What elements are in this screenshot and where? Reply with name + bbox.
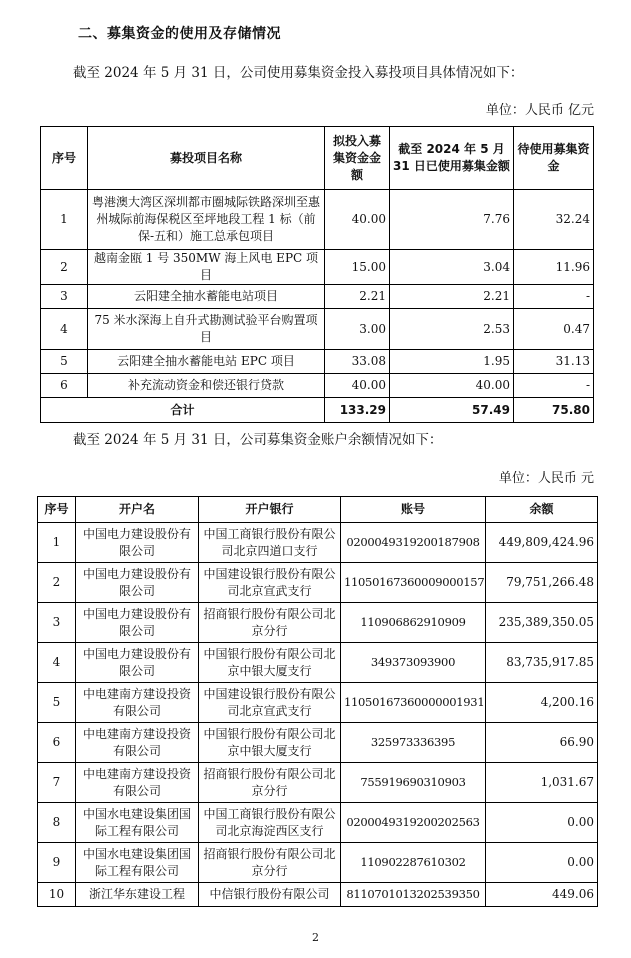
section-title: 二、募集资金的使用及存储情况	[78, 26, 281, 42]
cell-balance: 1,031.67	[486, 763, 598, 803]
unit-label-accounts: 单位：人民币 元	[498, 471, 594, 486]
total-row	[41, 398, 594, 423]
cell-index: 5	[38, 683, 76, 723]
cell-index: 6	[38, 723, 76, 763]
header-account-holder: 开户名	[76, 497, 199, 523]
table-row	[38, 683, 598, 723]
cell-used: 7.76	[390, 190, 514, 250]
cell-bank: 中国银行股份有限公司北京中银大厦支行	[199, 723, 341, 763]
cell-planned: 2.21	[325, 285, 390, 309]
cell-index: 1	[41, 190, 88, 250]
header-index: 序号	[38, 497, 76, 523]
cell-account-number: 8110701013202539350	[341, 883, 486, 907]
cell-planned: 40.00	[325, 190, 390, 250]
header-balance: 余额	[486, 497, 598, 523]
cell-index: 4	[41, 309, 88, 350]
cell-account-number: 110906862910909	[341, 603, 486, 643]
table-header-row	[41, 127, 594, 190]
cell-remaining: -	[514, 285, 594, 309]
cell-used: 40.00	[390, 374, 514, 398]
cell-project-name: 云阳建全抽水蓄能电站 EPC 项目	[88, 350, 325, 374]
header-remaining-amount: 待使用募集资金	[514, 127, 594, 190]
cell-project-name: 云阳建全抽水蓄能电站项目	[88, 285, 325, 309]
cell-index: 10	[38, 883, 76, 907]
cell-account-number: 110902287610302	[341, 843, 486, 883]
cell-account-number: 0200049319200202563	[341, 803, 486, 843]
table-row	[38, 723, 598, 763]
cell-balance: 66.90	[486, 723, 598, 763]
cell-bank: 中国银行股份有限公司北京中银大厦支行	[199, 643, 341, 683]
cell-remaining: 32.24	[514, 190, 594, 250]
cell-bank: 中信银行股份有限公司	[199, 883, 341, 907]
cell-account-holder: 中国电力建设股份有限公司	[76, 643, 199, 683]
cell-bank: 招商银行股份有限公司北京分行	[199, 603, 341, 643]
cell-planned: 15.00	[325, 250, 390, 285]
header-index: 序号	[41, 127, 88, 190]
cell-account-holder: 中电建南方建设投资有限公司	[76, 763, 199, 803]
table-row	[41, 309, 594, 350]
cell-project-name: 75 米水深海上自升式勘测试验平台购置项目	[88, 309, 325, 350]
cell-balance: 235,389,350.05	[486, 603, 598, 643]
cell-balance: 449.06	[486, 883, 598, 907]
cell-balance: 449,809,424.96	[486, 523, 598, 563]
cell-account-number: 325973336395	[341, 723, 486, 763]
cell-index: 4	[38, 643, 76, 683]
table-row	[38, 843, 598, 883]
cell-balance: 0.00	[486, 843, 598, 883]
total-planned: 133.29	[325, 398, 390, 423]
cell-bank: 中国工商银行股份有限公司北京四道口支行	[199, 523, 341, 563]
table-row	[41, 374, 594, 398]
header-planned-amount: 拟投入募集资金金额	[325, 127, 390, 190]
cell-planned: 3.00	[325, 309, 390, 350]
cell-used: 2.53	[390, 309, 514, 350]
cell-index: 9	[38, 843, 76, 883]
header-used-amount: 截至 2024 年 5 月 31 日已使用募集金额	[390, 127, 514, 190]
cell-account-holder: 中国电力建设股份有限公司	[76, 523, 199, 563]
cell-bank: 招商银行股份有限公司北京分行	[199, 763, 341, 803]
total-remaining: 75.80	[514, 398, 594, 423]
cell-index: 8	[38, 803, 76, 843]
unit-label-projects: 单位：人民币 亿元	[485, 103, 594, 118]
header-bank: 开户银行	[199, 497, 341, 523]
table-row	[41, 285, 594, 309]
cell-account-number: 11050167360009000157	[341, 563, 486, 603]
cell-planned: 33.08	[325, 350, 390, 374]
cell-index: 3	[41, 285, 88, 309]
cell-project-name: 粤港澳大湾区深圳都市圈城际铁路深圳至惠州城际前海保税区至坪地段工程 1 标（前保-五和）施工总承包项目	[88, 190, 325, 250]
cell-account-holder: 中国水电建设集团国际工程有限公司	[76, 843, 199, 883]
cell-index: 6	[41, 374, 88, 398]
cell-remaining: 0.47	[514, 309, 594, 350]
cell-account-holder: 中电建南方建设投资有限公司	[76, 723, 199, 763]
page-number: 2	[312, 931, 319, 944]
cell-bank: 中国建设银行股份有限公司北京宣武支行	[199, 563, 341, 603]
cell-planned: 40.00	[325, 374, 390, 398]
cell-used: 1.95	[390, 350, 514, 374]
table-row	[41, 190, 594, 250]
cell-index: 2	[38, 563, 76, 603]
table-row	[41, 350, 594, 374]
cell-project-name: 补充流动资金和偿还银行贷款	[88, 374, 325, 398]
cell-account-holder: 中国电力建设股份有限公司	[76, 563, 199, 603]
table-row	[38, 763, 598, 803]
cell-account-number: 349373093900	[341, 643, 486, 683]
cell-project-name: 越南金瓯 1 号 350MW 海上风电 EPC 项目	[88, 250, 325, 285]
cell-index: 3	[38, 603, 76, 643]
table-row	[38, 523, 598, 563]
table-row	[38, 803, 598, 843]
cell-index: 1	[38, 523, 76, 563]
cell-balance: 4,200.16	[486, 683, 598, 723]
intro-paragraph-accounts: 截至 2024 年 5 月 31 日，公司募集资金账户余额情况如下：	[73, 432, 443, 448]
cell-balance: 79,751,266.48	[486, 563, 598, 603]
cell-bank: 中国工商银行股份有限公司北京海淀西区支行	[199, 803, 341, 843]
intro-paragraph-projects: 截至 2024 年 5 月 31 日，公司使用募集资金投入募投项目具体情况如下：	[73, 65, 524, 81]
cell-account-holder: 中电建南方建设投资有限公司	[76, 683, 199, 723]
table-row	[41, 250, 594, 285]
total-label: 合计	[41, 398, 325, 423]
cell-used: 3.04	[390, 250, 514, 285]
cell-account-holder: 中国水电建设集团国际工程有限公司	[76, 803, 199, 843]
total-used: 57.49	[390, 398, 514, 423]
header-account-number: 账号	[341, 497, 486, 523]
table-row	[38, 643, 598, 683]
cell-bank: 中国建设银行股份有限公司北京宣武支行	[199, 683, 341, 723]
cell-used: 2.21	[390, 285, 514, 309]
account-balance-table	[37, 496, 598, 907]
cell-account-number: 0200049319200187908	[341, 523, 486, 563]
cell-remaining: 31.13	[514, 350, 594, 374]
cell-remaining: -	[514, 374, 594, 398]
cell-index: 5	[41, 350, 88, 374]
cell-balance: 83,735,917.85	[486, 643, 598, 683]
table-header-row	[38, 497, 598, 523]
cell-account-number: 11050167360000001931	[341, 683, 486, 723]
header-project-name: 募投项目名称	[88, 127, 325, 190]
cell-index: 7	[38, 763, 76, 803]
table-row	[38, 563, 598, 603]
table-row	[38, 603, 598, 643]
cell-account-holder: 中国电力建设股份有限公司	[76, 603, 199, 643]
cell-remaining: 11.96	[514, 250, 594, 285]
cell-index: 2	[41, 250, 88, 285]
cell-balance: 0.00	[486, 803, 598, 843]
cell-bank: 招商银行股份有限公司北京分行	[199, 843, 341, 883]
cell-account-holder: 浙江华东建设工程	[76, 883, 199, 907]
cell-account-number: 755919690310903	[341, 763, 486, 803]
table-row	[38, 883, 598, 907]
project-funds-table	[40, 126, 594, 423]
